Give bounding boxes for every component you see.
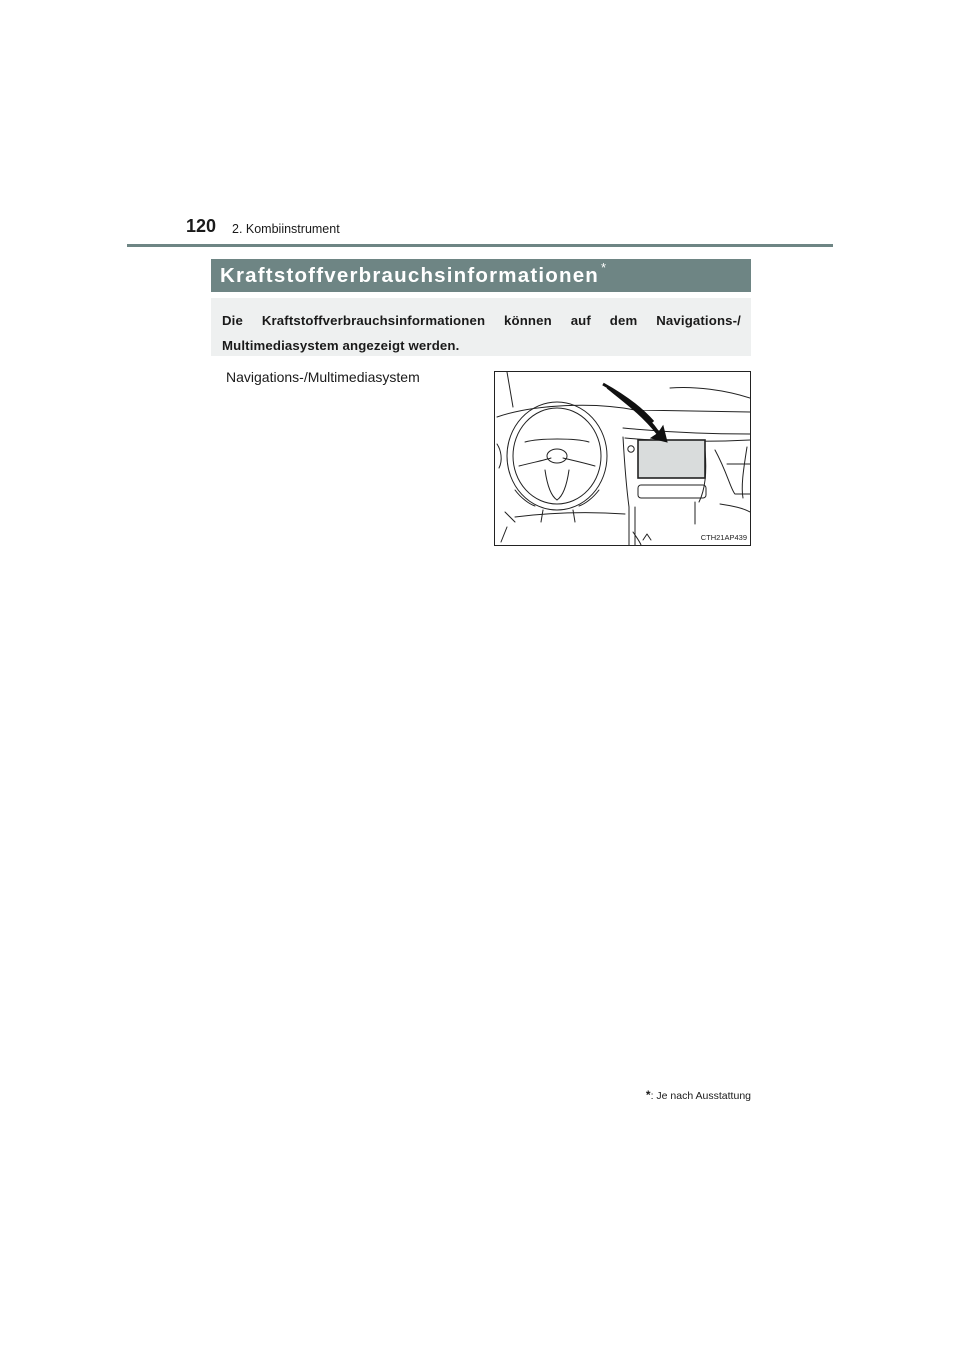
intro-text: Die Kraftstoffverbrauchsinformationen können auf dem Navigations-/ Multimediasystem angezeigt werden. [222,313,741,353]
footnote [646,1088,751,1102]
page-number: 120 [186,216,217,236]
footnote-asterisk: * [645,1088,651,1102]
figure-label: Navigations-/Multimediasystem [226,369,420,385]
intro-box [211,298,751,356]
dashboard-drawing [495,372,750,545]
header-rule [127,244,833,247]
section-banner [211,259,751,292]
section-title-asterisk: * [601,260,607,275]
section-title: Kraftstoffverbrauchsinformationen [220,263,600,287]
footnote-text: : Je nach Ausstattung [650,1090,751,1102]
dashboard-illustration [494,371,751,546]
figure-code: CTH21AP439 [700,533,747,542]
chapter-title: 2. Kombiinstrument [232,222,340,236]
